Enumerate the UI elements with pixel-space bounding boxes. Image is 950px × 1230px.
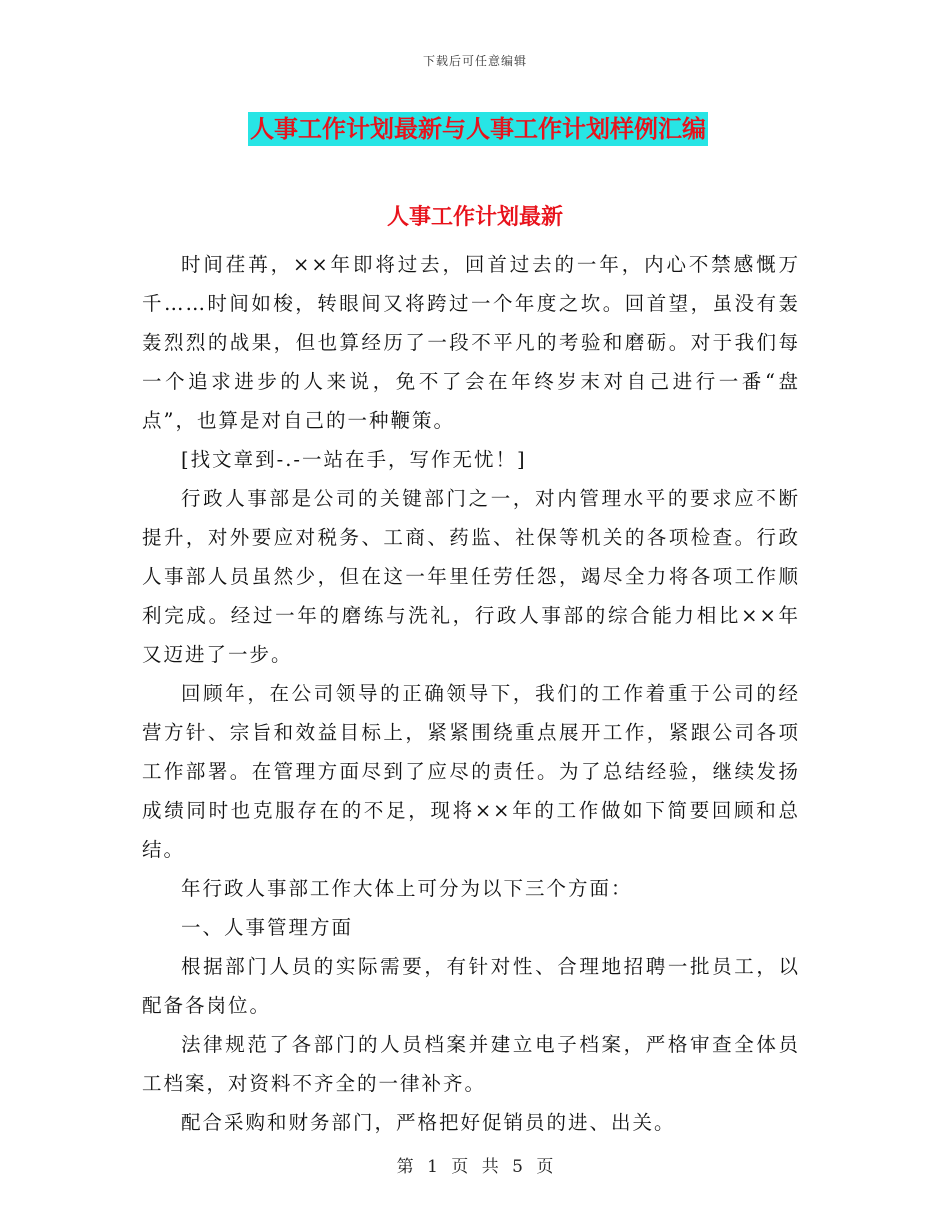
paragraph: 行政人事部是公司的关键部门之一，对内管理水平的要求应不断提升，对外要应对税务、工商、药监、社保等机关的各项检查。行政人事部人员虽然少，但在这一年里任劳任怨，竭尽全力将各项工作顺利完成。经过一年的磨练与洗礼，行政人事部的综合能力相比××年又迈进了一步。 <box>142 487 800 666</box>
total-pages-number: 5 <box>512 1157 523 1177</box>
section-title: 人事工作计划最新 <box>386 204 563 230</box>
document-body <box>142 245 800 1142</box>
paragraph: 配合采购和财务部门，严格把好促销员的进、出关。 <box>181 1111 676 1134</box>
paragraph: 法律规范了各部门的人员档案并建立电子档案，严格审查全体员工档案，对资料不齐全的一律补齐。 <box>142 1033 800 1095</box>
document-title: 人事工作计划最新与人事工作计划样例汇编 <box>248 112 708 146</box>
page-header-note: 下载后可任意编辑 <box>422 54 527 68</box>
footer-suffix: 页 <box>536 1157 554 1177</box>
footer-page-word: 页 <box>451 1157 469 1177</box>
footer-prefix: 第 <box>396 1157 414 1177</box>
paragraph: 根据部门人员的实际需要，有针对性、合理地招聘一批员工，以配备各岗位。 <box>142 955 800 1017</box>
page-footer <box>0 1152 950 1177</box>
subheading: 一、人事管理方面 <box>181 916 354 939</box>
current-page-number: 1 <box>427 1157 438 1177</box>
paragraph: 年行政人事部工作大体上可分为以下三个方面： <box>181 877 633 900</box>
paragraph: 时间荏苒，××年即将过去，回首过去的一年，内心不禁感慨万千……时间如梭，转眼间又将跨过一个年度之坎。回首望，虽没有轰轰烈烈的战果，但也算经历了一段不平凡的考验和磨砺。对于我们每一个追求进步的人来说，免不了会在年终岁末对自己进行一番“盘点”，也算是对自己的一种鞭策。 <box>142 253 800 432</box>
footer-total-prefix: 共 <box>481 1157 499 1177</box>
paragraph: 回顾年，在公司领导的正确领导下，我们的工作着重于公司的经营方针、宗旨和效益目标上，紧紧围绕重点展开工作，紧跟公司各项工作部署。在管理方面尽到了应尽的责任。为了总结经验，继续发扬成绩同时也克服存在的不足，现将××年的工作做如下简要回顾和总结。 <box>142 682 800 861</box>
paragraph: [找文章到-.-一站在手，写作无忧！] <box>181 448 527 471</box>
